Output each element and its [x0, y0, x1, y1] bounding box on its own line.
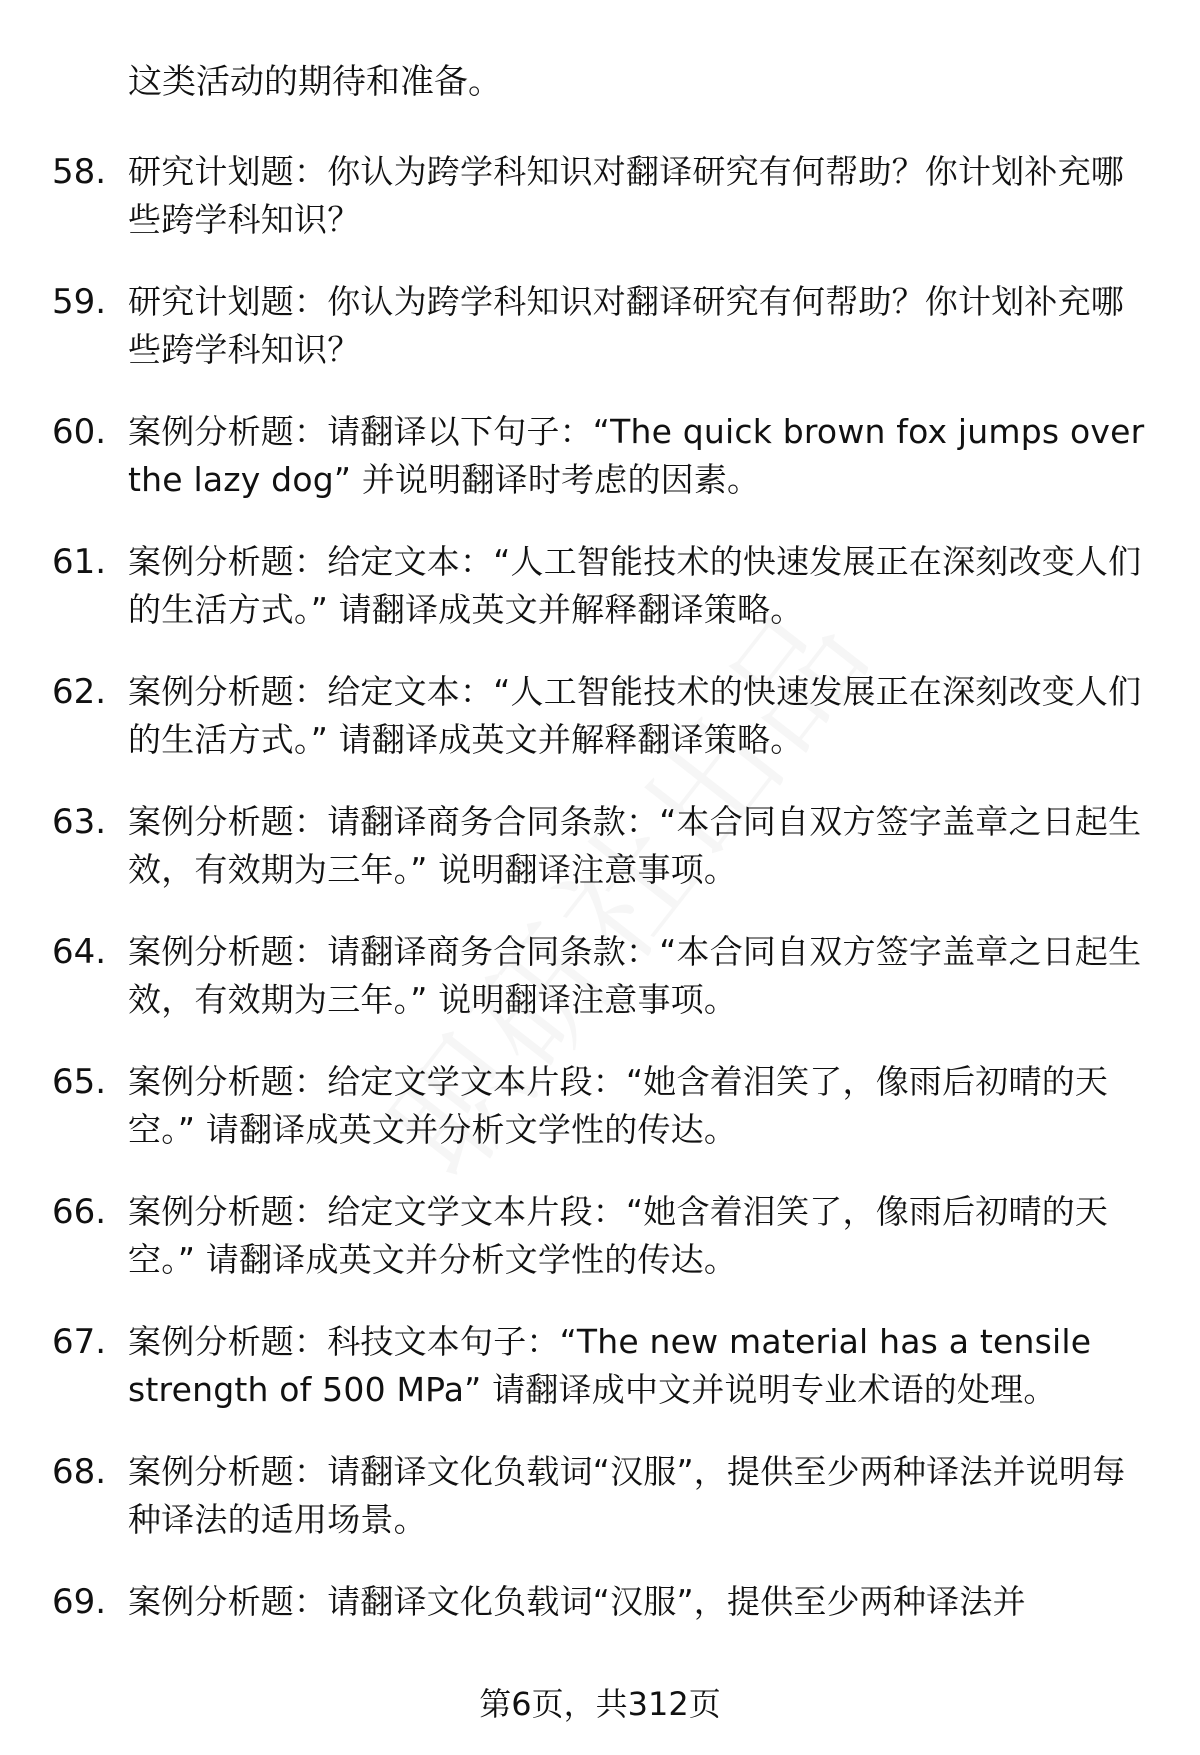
question-text: 案例分析题：请翻译商务合同条款：“本合同自双方签字盖章之日起生效，有效期为三年。” 说明翻译注意事项。 — [128, 932, 1142, 1019]
question-item — [0, 1188, 1200, 1318]
question-item — [0, 1448, 1200, 1578]
question-item — [0, 798, 1200, 928]
question-number: 65. — [52, 1062, 107, 1102]
question-number: 63. — [52, 802, 107, 842]
question-text: 案例分析题：请翻译商务合同条款：“本合同自双方签字盖章之日起生效，有效期为三年。” 说明翻译注意事项。 — [128, 802, 1142, 889]
question-text: 案例分析题：请翻译以下句子：“The quick brown fox jumps over the lazy dog” 并说明翻译时考虑的因素。 — [128, 412, 1145, 499]
question-item — [0, 1058, 1200, 1188]
question-text: 研究计划题：你认为跨学科知识对翻译研究有何帮助？你计划补充哪些跨学科知识？ — [128, 282, 1124, 369]
question-item — [0, 538, 1200, 668]
question-number: 67. — [52, 1322, 107, 1362]
question-number: 69. — [52, 1582, 107, 1622]
question-number: 58. — [52, 152, 107, 192]
question-text: 案例分析题：给定文学文本片段：“她含着泪笑了，像雨后初晴的天空。” 请翻译成英文并分析文学性的传达。 — [128, 1062, 1109, 1149]
question-number: 60. — [52, 412, 107, 452]
question-text: 案例分析题：请翻译文化负载词“汉服”，提供至少两种译法并说明每种译法的适用场景。 — [128, 1452, 1126, 1539]
question-text: 案例分析题：给定文本：“人工智能技术的快速发展正在深刻改变人们的生活方式。” 请翻译成英文并解释翻译策略。 — [128, 542, 1142, 629]
question-item — [0, 408, 1200, 538]
question-text: 案例分析题：科技文本句子：“The new material has a tensile strength of 500 MPa” 请翻译成中文并说明专业术语的处理。 — [128, 1322, 1092, 1409]
question-item — [0, 668, 1200, 798]
question-number: 61. — [52, 542, 107, 582]
question-item — [0, 278, 1200, 408]
question-number: 64. — [52, 932, 107, 972]
question-text: 案例分析题：给定文学文本片段：“她含着泪笑了，像雨后初晴的天空。” 请翻译成英文并分析文学性的传达。 — [128, 1192, 1109, 1279]
question-number: 59. — [52, 282, 107, 322]
question-item — [0, 1318, 1200, 1448]
continued-question-text: 这类活动的期待和准备。 — [128, 62, 502, 102]
question-list — [0, 148, 1200, 1708]
question-text: 研究计划题：你认为跨学科知识对翻译研究有何帮助？你计划补充哪些跨学科知识？ — [128, 152, 1124, 239]
question-number: 68. — [52, 1452, 107, 1492]
question-text: 案例分析题：请翻译文化负载词“汉服”，提供至少两种译法并 — [128, 1582, 1026, 1621]
question-item — [0, 148, 1200, 278]
question-item — [0, 928, 1200, 1058]
question-number: 66. — [52, 1192, 107, 1232]
question-number: 62. — [52, 672, 107, 712]
page-footer: 第6页，共312页 — [479, 1685, 721, 1723]
question-text: 案例分析题：给定文本：“人工智能技术的快速发展正在深刻改变人们的生活方式。” 请翻译成英文并解释翻译策略。 — [128, 672, 1142, 759]
